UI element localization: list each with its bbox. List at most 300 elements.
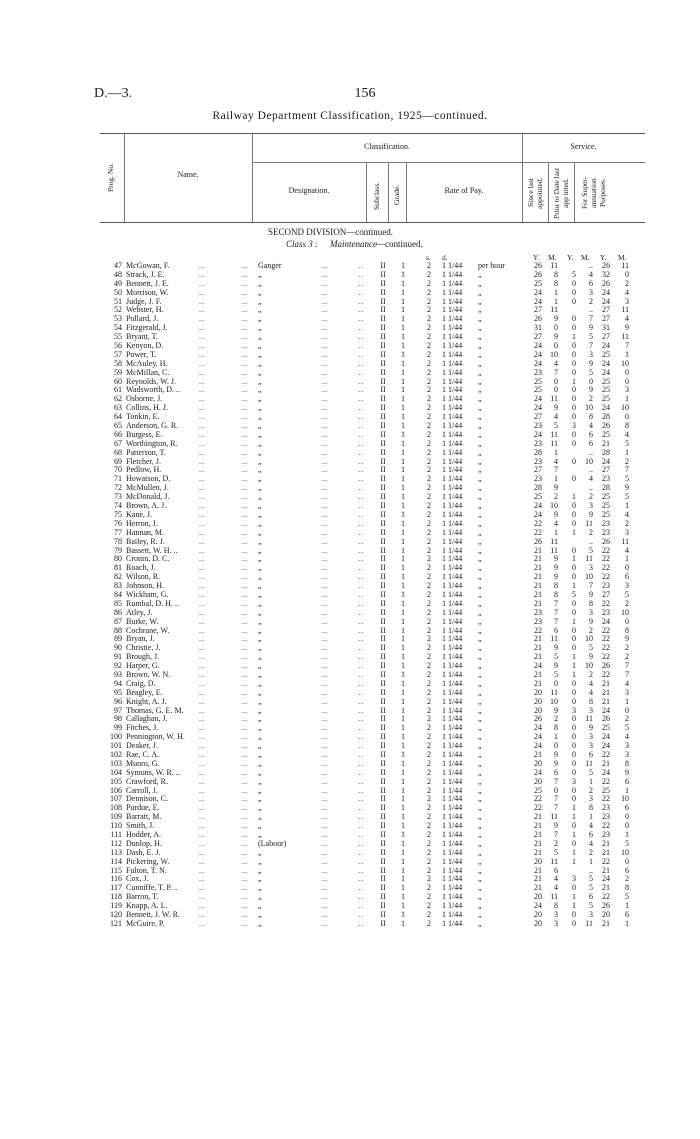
leader-dots: ..	[242, 421, 248, 431]
cell-prior-months: 5	[589, 874, 593, 884]
cell-name: Strack, J. E.	[126, 269, 165, 279]
cell-name: Roach, J.	[126, 563, 156, 573]
leader-dots: ..	[199, 892, 205, 902]
cell-grade: 1	[401, 527, 405, 537]
cell-super-years: 24	[602, 296, 610, 306]
cell-super-months: 8	[625, 758, 629, 768]
cell-super-months: 11	[621, 261, 629, 270]
cell-pence: 1 1/44	[442, 607, 463, 617]
leader-dots: ..	[322, 910, 328, 920]
cell-super-months: 5	[625, 492, 629, 502]
cell-rate-unit: „	[478, 589, 482, 599]
cell-since-months: 9	[554, 403, 558, 413]
cell-super-years: 26	[602, 714, 610, 724]
cell-shillings: 2	[427, 287, 431, 297]
leader-dots: ..	[199, 314, 205, 324]
table-row	[0, 671, 700, 680]
cell-since-months: 7	[554, 607, 558, 617]
cell-pence: 1 1/44	[442, 652, 463, 662]
cell-since-months: 8	[554, 589, 558, 599]
cell-prog-no: 68	[114, 447, 122, 457]
cell-prog-no: 108	[110, 803, 122, 813]
cell-grade: 1	[401, 749, 405, 759]
cell-prior-months: 6	[589, 278, 593, 288]
cell-grade: 1	[401, 323, 405, 333]
cell-designation: Ganger	[258, 261, 282, 270]
cell-super-months: 2	[625, 598, 629, 608]
cell-grade: 1	[401, 474, 405, 484]
leader-dots: ..	[199, 749, 205, 759]
leader-dots: ..	[322, 456, 328, 466]
cell-subclass: II	[380, 874, 386, 884]
cell-super-months: 0	[625, 616, 629, 626]
cell-grade: 1	[401, 314, 405, 324]
cell-prior-months: 9	[589, 358, 593, 368]
cell-since-months: 5	[554, 847, 558, 857]
unit-months-2: M.	[581, 253, 590, 262]
cell-since-months: 7	[554, 598, 558, 608]
cell-grade: 1	[401, 883, 405, 893]
cell-prog-no: 97	[114, 705, 122, 715]
cell-name: Pickering, W.	[126, 856, 170, 866]
cell-prior-years: 0	[572, 429, 576, 439]
cell-designation: „	[258, 803, 262, 813]
cell-since-months: 11	[550, 634, 558, 644]
leader-dots: ..	[199, 803, 205, 813]
leader-dots: ..	[199, 341, 205, 351]
cell-prior-months: 3	[589, 794, 593, 804]
leader-dots: ..	[358, 581, 364, 591]
cell-name: Rumbal, D. H. ..	[126, 598, 179, 608]
leader-dots: ..	[358, 572, 364, 582]
cell-shillings: 2	[427, 447, 431, 457]
unit-years-2: Y.	[567, 253, 574, 262]
leader-dots: ..	[242, 492, 248, 502]
cell-name: Munro, G.	[126, 758, 160, 768]
cell-name: Fletcher, J.	[126, 456, 162, 466]
cell-since-years: 28	[534, 447, 542, 457]
cell-prog-no: 116	[110, 874, 122, 884]
leader-dots: ..	[242, 572, 248, 582]
cell-shillings: 2	[427, 456, 431, 466]
cell-since-years: 26	[534, 314, 542, 324]
cell-grade: 1	[401, 705, 405, 715]
leader-dots: ..	[242, 723, 248, 733]
cell-since-years: 21	[534, 847, 542, 857]
leader-dots: ..	[199, 483, 205, 493]
cell-prior-months: 11	[585, 758, 593, 768]
cell-super-months: 4	[625, 287, 629, 297]
cell-shillings: 2	[427, 634, 431, 644]
table-row	[0, 280, 700, 289]
cell-designation: „	[258, 794, 262, 804]
leader-dots: ..	[322, 536, 328, 546]
cell-designation: „	[258, 367, 262, 377]
cell-name: Fulton, T. N.	[126, 865, 167, 875]
cell-grade: 1	[401, 687, 405, 697]
leader-dots: ..	[358, 856, 364, 866]
leader-dots: ..	[322, 616, 328, 626]
cell-rate-unit: „	[478, 661, 482, 671]
cell-super-months: 3	[625, 749, 629, 759]
cell-super-months: 4	[625, 678, 629, 688]
cell-since-months: 9	[554, 314, 558, 324]
cell-prior-months: 3	[589, 741, 593, 751]
cell-since-years: 23	[534, 421, 542, 431]
cell-since-months: 7	[554, 830, 558, 839]
cell-prior-years: 1	[572, 856, 576, 866]
cell-prior-years: 1	[572, 803, 576, 813]
cell-grade: 1	[401, 865, 405, 875]
cell-pence: 1 1/44	[442, 616, 463, 626]
header-classification: Classification.	[364, 142, 410, 151]
cell-since-months: 0	[554, 323, 558, 333]
cell-super-years: 24	[602, 341, 610, 351]
cell-super-years: 22	[602, 545, 610, 555]
cell-since-years: 24	[534, 341, 542, 351]
cell-pence: 1 1/44	[442, 749, 463, 759]
table-row	[0, 449, 700, 458]
cell-rate-unit: „	[478, 305, 482, 315]
leader-dots: ..	[358, 465, 364, 475]
table-row	[0, 707, 700, 716]
cell-pence: 1 1/44	[442, 634, 463, 644]
cell-designation: „	[258, 447, 262, 457]
table-body	[0, 262, 700, 929]
leader-dots: ..	[199, 838, 205, 848]
cell-rate-unit: „	[478, 741, 482, 751]
leader-dots: ..	[322, 376, 328, 386]
cell-since-months: 11	[550, 394, 558, 404]
leader-dots: ..	[242, 821, 248, 831]
cell-since-months: 10	[550, 349, 558, 359]
cell-super-months: 8	[625, 421, 629, 431]
cell-name: Collins, H. J.	[126, 403, 169, 413]
unit-months-3: M.	[618, 253, 627, 262]
leader-dots: ..	[358, 421, 364, 431]
cell-name: Purdue, E.	[126, 803, 160, 813]
cell-prior-years: 1	[572, 661, 576, 671]
leader-dots: ..	[199, 305, 205, 315]
cell-rate-unit: „	[478, 776, 482, 786]
cell-pence: 1 1/44	[442, 563, 463, 573]
cell-prior-months: 2	[589, 492, 593, 502]
cell-designation: „	[258, 901, 262, 911]
cell-prior-years: 0	[572, 278, 576, 288]
cell-since-months: 11	[550, 892, 558, 902]
cell-prior-months: ..	[589, 261, 593, 270]
unit-years-3: Y.	[600, 253, 607, 262]
cell-super-months: 10	[621, 403, 629, 413]
cell-prog-no: 70	[114, 465, 122, 475]
leader-dots: ..	[242, 883, 248, 893]
cell-prior-years: 0	[572, 545, 576, 555]
cell-prog-no: 96	[114, 696, 122, 706]
cell-prog-no: 119	[110, 901, 122, 911]
cell-rate-unit: „	[478, 563, 482, 573]
cell-since-years: 21	[534, 821, 542, 831]
cell-grade: 1	[401, 918, 405, 928]
cell-since-years: 26	[534, 536, 542, 546]
cell-prog-no: 62	[114, 394, 122, 404]
leader-dots: ..	[242, 465, 248, 475]
cell-since-years: 20	[534, 918, 542, 928]
leader-dots: ..	[199, 509, 205, 519]
cell-since-months: 9	[554, 705, 558, 715]
leader-dots: ..	[242, 785, 248, 795]
leader-dots: ..	[199, 901, 205, 911]
cell-prior-years: 0	[572, 821, 576, 831]
cell-grade: 1	[401, 678, 405, 688]
leader-dots: ..	[322, 296, 328, 306]
cell-prior-years: 0	[572, 394, 576, 404]
leader-dots: ..	[242, 767, 248, 777]
cell-designation: „	[258, 723, 262, 733]
leader-dots: ..	[199, 385, 205, 395]
cell-grade: 1	[401, 261, 405, 270]
cell-prior-years: 0	[572, 385, 576, 395]
leader-dots: ..	[358, 723, 364, 733]
cell-shillings: 2	[427, 749, 431, 759]
cell-super-months: 1	[625, 501, 629, 511]
cell-prior-months: 11	[585, 714, 593, 724]
cell-prior-months: 8	[589, 696, 593, 706]
cell-since-years: 24	[534, 661, 542, 671]
cell-shillings: 2	[427, 661, 431, 671]
cell-since-months: 8	[554, 278, 558, 288]
cell-designation: „	[258, 563, 262, 573]
cell-prog-no: 71	[114, 474, 122, 484]
leader-dots: ..	[199, 572, 205, 582]
cell-subclass: II	[380, 385, 386, 395]
cell-prog-no: 107	[110, 794, 122, 804]
cell-subclass: II	[380, 794, 386, 804]
table-row	[0, 582, 700, 591]
cell-shillings: 2	[427, 341, 431, 351]
leader-dots: ..	[358, 901, 364, 911]
cell-grade: 1	[401, 696, 405, 706]
cell-since-months: 11	[550, 438, 558, 448]
cell-pence: 1 1/44	[442, 501, 463, 511]
cell-since-years: 23	[534, 456, 542, 466]
cell-super-years: 27	[602, 589, 610, 599]
cell-since-months: 11	[550, 305, 558, 315]
leader-dots: ..	[358, 616, 364, 626]
leader-dots: ..	[199, 278, 205, 288]
cell-super-months: 8	[625, 883, 629, 893]
leader-dots: ..	[199, 607, 205, 617]
cell-rate-unit: „	[478, 678, 482, 688]
cell-pence: 1 1/44	[442, 678, 463, 688]
cell-designation: „	[258, 412, 262, 422]
cell-pence: 1 1/44	[442, 296, 463, 306]
cell-since-years: 20	[534, 892, 542, 902]
cell-name: McGuire, P.	[126, 918, 165, 928]
cell-since-years: 23	[534, 607, 542, 617]
cell-since-years: 21	[534, 572, 542, 582]
cell-since-years: 24	[534, 287, 542, 297]
cell-prog-no: 98	[114, 714, 122, 724]
cell-name: Pedlow, H.	[126, 465, 162, 475]
cell-since-months: 4	[554, 874, 558, 884]
leader-dots: ..	[242, 918, 248, 928]
cell-name: Barratt, M.	[126, 812, 162, 822]
leader-dots: ..	[242, 385, 248, 395]
table-row	[0, 618, 700, 627]
cell-prog-no: 121	[110, 918, 122, 928]
cell-super-years: 24	[602, 767, 610, 777]
cell-prior-years: 0	[572, 412, 576, 422]
cell-prior-years: 0	[572, 607, 576, 617]
leader-dots: ..	[322, 830, 328, 839]
cell-since-months: 9	[554, 554, 558, 564]
cell-super-months: 4	[625, 545, 629, 555]
cell-prior-months: 9	[589, 616, 593, 626]
cell-since-years: 24	[534, 723, 542, 733]
leader-dots: ..	[358, 376, 364, 386]
cell-name: McMullen, J.	[126, 483, 169, 493]
cell-prog-no: 115	[110, 865, 122, 875]
cell-prog-no: 80	[114, 554, 122, 564]
cell-since-months: 11	[550, 536, 558, 546]
cell-designation: „	[258, 865, 262, 875]
cell-prior-months: 4	[589, 821, 593, 831]
cell-name: Symons, W. R. ..	[126, 767, 180, 777]
cell-since-months: 11	[550, 856, 558, 866]
header-grade: Grade.	[392, 184, 401, 206]
cell-grade: 1	[401, 821, 405, 831]
cell-shillings: 2	[427, 723, 431, 733]
cell-since-months: 7	[554, 465, 558, 475]
cell-pence: 1 1/44	[442, 403, 463, 413]
cell-super-months: 3	[625, 385, 629, 395]
leader-dots: ..	[322, 305, 328, 315]
cell-subclass: II	[380, 429, 386, 439]
cell-prog-no: 102	[110, 749, 122, 759]
cell-super-years: 25	[602, 509, 610, 519]
cell-super-years: 23	[602, 518, 610, 528]
cell-prior-months: ..	[589, 305, 593, 315]
cell-super-years: 24	[602, 705, 610, 715]
cell-name: Brown, W. N.	[126, 669, 171, 679]
cell-prog-no: 99	[114, 723, 122, 733]
cell-since-years: 21	[534, 865, 542, 875]
leader-dots: ..	[358, 874, 364, 884]
cell-super-months: 9	[625, 483, 629, 493]
cell-super-months: 3	[625, 741, 629, 751]
leader-dots: ..	[242, 332, 248, 342]
leader-dots: ..	[242, 678, 248, 688]
cell-subclass: II	[380, 261, 386, 270]
leader-dots: ..	[322, 856, 328, 866]
cell-designation: „	[258, 892, 262, 902]
cell-pence: 1 1/44	[442, 492, 463, 502]
cell-since-months: 3	[554, 910, 558, 920]
leader-dots: ..	[358, 429, 364, 439]
cell-designation: „	[258, 341, 262, 351]
cell-prog-no: 58	[114, 358, 122, 368]
cell-shillings: 2	[427, 785, 431, 795]
cell-prog-no: 81	[114, 563, 122, 573]
cell-since-years: 22	[534, 518, 542, 528]
cell-rate-unit: „	[478, 349, 482, 359]
cell-prog-no: 111	[110, 830, 122, 839]
cell-prior-years: 5	[572, 589, 576, 599]
cell-prog-no: 55	[114, 332, 122, 342]
cell-pence: 1 1/44	[442, 287, 463, 297]
cell-prior-years: 0	[572, 403, 576, 413]
cell-designation: „	[258, 358, 262, 368]
cell-prior-months: 6	[589, 438, 593, 448]
leader-dots: ..	[358, 296, 364, 306]
leader-dots: ..	[358, 483, 364, 493]
cell-rate-unit: „	[478, 865, 482, 875]
cell-grade: 1	[401, 598, 405, 608]
cell-subclass: II	[380, 741, 386, 751]
cell-name: Craig, D.	[126, 678, 156, 688]
cell-super-months: 5	[625, 474, 629, 484]
cell-prior-years: 0	[572, 714, 576, 724]
cell-grade: 1	[401, 403, 405, 413]
cell-since-years: 21	[534, 589, 542, 599]
cell-since-months: 2	[554, 492, 558, 502]
cell-shillings: 2	[427, 323, 431, 333]
cell-pence: 1 1/44	[442, 456, 463, 466]
cell-rate-unit: „	[478, 901, 482, 911]
cell-rate-unit: „	[478, 314, 482, 324]
header-subclass: Subclass.	[372, 181, 381, 211]
cell-pence: 1 1/44	[442, 581, 463, 591]
leader-dots: ..	[242, 269, 248, 279]
cell-super-years: 24	[602, 403, 610, 413]
leader-dots: ..	[322, 501, 328, 511]
leader-dots: ..	[199, 492, 205, 502]
cell-prog-no: 66	[114, 429, 122, 439]
cell-prog-no: 67	[114, 438, 122, 448]
cell-rate-unit: „	[478, 874, 482, 884]
leader-dots: ..	[242, 403, 248, 413]
cell-since-years: 21	[534, 643, 542, 653]
leader-dots: ..	[199, 830, 205, 839]
cell-prior-years: 5	[572, 269, 576, 279]
cell-subclass: II	[380, 287, 386, 297]
cell-pence: 1 1/44	[442, 643, 463, 653]
cell-super-years: 25	[602, 723, 610, 733]
cell-grade: 1	[401, 376, 405, 386]
leader-dots: ..	[242, 474, 248, 484]
cell-prior-months: 7	[589, 581, 593, 591]
cell-rate-unit: „	[478, 527, 482, 537]
cell-name: Worthington, R.	[126, 438, 178, 448]
cell-subclass: II	[380, 456, 386, 466]
cell-prior-months: 6	[589, 749, 593, 759]
cell-subclass: II	[380, 696, 386, 706]
cell-since-months: 6	[554, 767, 558, 777]
cell-prior-months: 4	[589, 421, 593, 431]
cell-name: Wadsworth, D. ..	[126, 385, 181, 395]
leader-dots: ..	[199, 261, 205, 270]
cell-subclass: II	[380, 367, 386, 377]
cell-designation: „	[258, 429, 262, 439]
cell-rate-unit: „	[478, 483, 482, 493]
cell-since-months: 5	[554, 421, 558, 431]
cell-name: Morrison, W.	[126, 287, 169, 297]
leader-dots: ..	[358, 554, 364, 564]
cell-prior-years: 0	[572, 741, 576, 751]
leader-dots: ..	[358, 714, 364, 724]
cell-grade: 1	[401, 785, 405, 795]
leader-dots: ..	[322, 349, 328, 359]
